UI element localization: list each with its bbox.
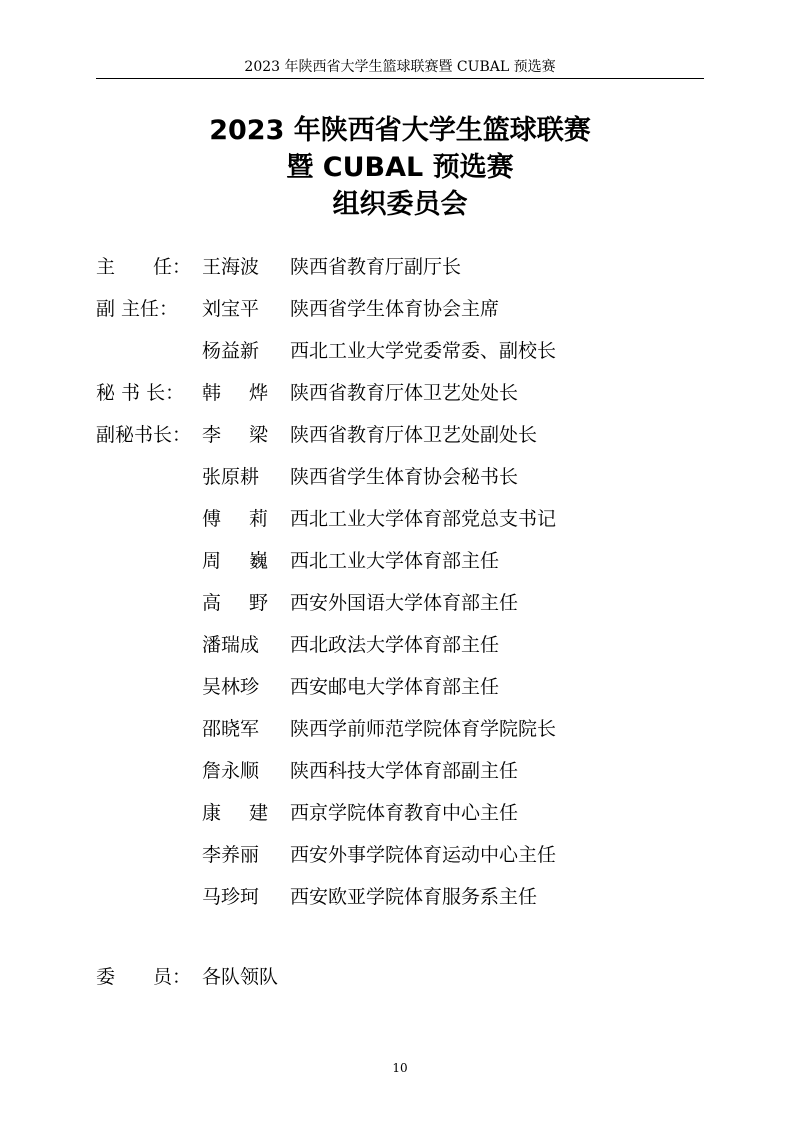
- role-label: 委 员：: [96, 966, 192, 988]
- member-position: 西北政法大学体育部主任: [290, 634, 500, 656]
- member-name: 高野: [202, 592, 297, 614]
- member-position: 西安外国语大学体育部主任: [290, 592, 519, 614]
- member-position: 陕西省教育厅副厅长: [290, 256, 462, 278]
- role-label: 副 主任：: [96, 298, 179, 320]
- title-line-2: 暨 CUBAL 预选赛: [286, 152, 514, 183]
- member-name: 张原耕: [202, 466, 260, 488]
- member-name: 吴林珍: [202, 676, 260, 698]
- member-name: 詹永顺: [202, 760, 260, 782]
- page-number: 10: [392, 1061, 408, 1075]
- member-position: 西北工业大学党委常委、副校长: [290, 340, 557, 362]
- member-position: 西京学院体育教育中心主任: [290, 802, 519, 824]
- member-position: 西安邮电大学体育部主任: [290, 676, 500, 698]
- member-name: 王海波: [202, 256, 260, 278]
- document-title: [96, 112, 704, 223]
- member-position: 陕西省学生体育协会主席: [290, 298, 500, 320]
- member-name: 傅莉: [202, 508, 297, 530]
- member-position: 西北工业大学体育部党总支书记: [290, 508, 557, 530]
- member-name: 杨益新: [202, 340, 260, 362]
- running-header: 2023 年陕西省大学生篮球联赛暨 CUBAL 预选赛: [244, 59, 556, 75]
- member-position: 陕西科技大学体育部副主任: [290, 760, 519, 782]
- header-rule: [96, 78, 704, 79]
- member-position: 西北工业大学体育部主任: [290, 550, 500, 572]
- member-name: 韩烨: [202, 382, 297, 404]
- member-name: 马珍珂: [202, 886, 260, 908]
- member-name: 周巍: [202, 550, 297, 572]
- role-label: 秘 书 长：: [96, 382, 185, 404]
- member-position: 西安欧亚学院体育服务系主任: [290, 886, 538, 908]
- member-name: 刘宝平: [202, 298, 260, 320]
- committee-value: 各队领队: [202, 966, 279, 988]
- member-position: 陕西学前师范学院体育学院院长: [290, 718, 557, 740]
- role-label: 主 任：: [96, 256, 192, 278]
- role-label: 副秘书长：: [96, 424, 192, 446]
- title-line-3: 组织委员会: [332, 189, 468, 220]
- member-name: 李梁: [202, 424, 297, 446]
- title-line-1: 2023 年陕西省大学生篮球联赛: [209, 115, 591, 146]
- member-position: 陕西省教育厅体卫艺处处长: [290, 382, 519, 404]
- member-name: 李养丽: [202, 844, 260, 866]
- member-name: 邵晓军: [202, 718, 260, 740]
- member-name: 康建: [202, 802, 297, 824]
- member-position: 陕西省学生体育协会秘书长: [290, 466, 519, 488]
- member-name: 潘瑞成: [202, 634, 260, 656]
- member-position: 西安外事学院体育运动中心主任: [290, 844, 557, 866]
- member-position: 陕西省教育厅体卫艺处副处长: [290, 424, 538, 446]
